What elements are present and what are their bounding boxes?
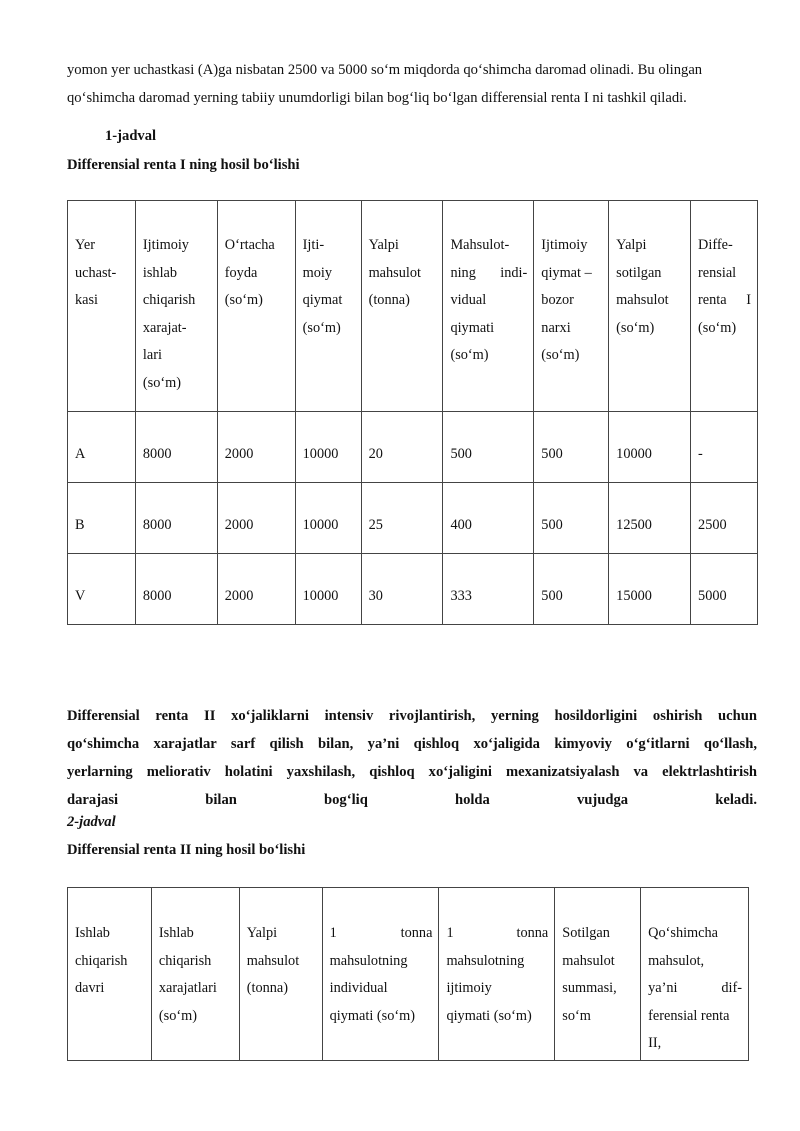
table1-header-cell: Yalpi sotilgan mahsulot (so‘m) <box>616 237 669 336</box>
table2-header-cell: Ishlab chiqarish davri <box>75 925 128 996</box>
table1-cell: 15000 <box>616 588 652 604</box>
table1-cell: 333 <box>450 588 472 604</box>
para2-line-3: yerlarning meliorativ holatini yaxshilash, qishloq xo‘jaligini mexanizatsiyalash va elektrlashtirish <box>67 764 757 780</box>
table1-cell: V <box>75 588 86 604</box>
table1-label: 1-jadval <box>105 128 157 144</box>
para2-line-4: darajasi bilan bog‘liq holda vujudga keladi. <box>67 792 757 808</box>
table2-header-cell: 1 tonna mahsulotning ijtimoiy qiymati (so‘m) <box>446 925 549 1024</box>
table1-cell: 500 <box>541 446 563 462</box>
table1-cell: 20 <box>368 446 383 462</box>
table1-header-cell: Ijtimoiy ishlab chiqarish xarajat- lari (so‘m) <box>142 237 196 391</box>
table1-cell: 8000 <box>142 446 172 462</box>
table1-cell: 30 <box>368 588 383 604</box>
table2-header-cell: 1 tonna mahsulotning individual qiymati (so‘m) <box>329 925 433 1024</box>
table-row <box>68 554 758 625</box>
table1-cell: 10000 <box>302 517 339 533</box>
table2-header-cell: Ishlab chiqarish xarajatlari (so‘m) <box>158 925 217 1024</box>
differential-rent-2-paragraph <box>67 702 757 814</box>
intro-paragraph <box>67 56 757 112</box>
table1-header-cell: Ijti- moiy qiymat (so‘m) <box>302 237 343 336</box>
table1-cell: 12500 <box>616 517 652 533</box>
table1-header-cell: Yer uchast- kasi <box>75 237 117 308</box>
table1-header-cell: Yalpi mahsulot (tonna) <box>368 237 421 308</box>
table1-cell: 2000 <box>224 517 254 533</box>
table1-cell: 8000 <box>142 588 172 604</box>
para2-line-1: Differensial renta II xo‘jaliklarni intensiv rivojlantirish, yerning hosildorligini oshirish uchun <box>67 708 757 724</box>
table1-cell: 25 <box>368 517 383 533</box>
table-differential-rent-1 <box>67 200 758 625</box>
intro-line-2: qo‘shimcha daromad yerning tabiiy unumdorligi bilan bog‘liq bo‘lgan differensial renta I ni tashkil qiladi. <box>67 90 687 106</box>
table2-header-cell: Qo‘shimcha mahsulot, ya’ni dif- ferensial renta II, <box>648 925 742 1051</box>
table1-header-cell: Diffe- rensial renta I (so‘m) <box>698 237 751 336</box>
table1-header-cell: Mahsulot- ning indi- vidual qiymati (so‘m) <box>450 237 528 363</box>
table1-cell: 10000 <box>616 446 652 462</box>
table1-cell: 2000 <box>224 446 254 462</box>
table-row <box>68 412 758 483</box>
table1-cell: 5000 <box>698 588 727 604</box>
table1-cell: 500 <box>541 588 563 604</box>
table2-header-cell: Sotilgan mahsulot summasi, so‘m <box>562 925 617 1024</box>
table1-cell: 500 <box>450 446 472 462</box>
table2-label: 2-jadval <box>67 814 116 830</box>
table1-cell: 500 <box>541 517 563 533</box>
table1-cell: 8000 <box>142 517 172 533</box>
table1-header-cell: Ijtimoiy qiymat – bozor narxi (so‘m) <box>541 237 592 363</box>
table1-cell: 2000 <box>224 588 254 604</box>
table1-title: Differensial renta I ning hosil bo‘lishi <box>67 157 300 173</box>
table1-header-cell: O‘rtacha foyda (so‘m) <box>224 237 275 308</box>
para2-line-2: qo‘shimcha xarajatlar sarf qilish bilan, ya’ni qishloq xo‘jaligida kimyoviy o‘g‘itlarni qo‘llash, <box>67 736 757 752</box>
table1-cell: - <box>698 446 703 462</box>
intro-line-1: yomon yer uchastkasi (A)ga nisbatan 2500 va 5000 so‘m miqdorda qo‘shimcha daromad olinadi. Bu olingan <box>67 62 703 78</box>
table1-header-row <box>68 201 758 412</box>
table1-cell: 10000 <box>302 588 339 604</box>
table2-title: Differensial renta II ning hosil bo‘lishi <box>67 842 306 858</box>
table-differential-rent-2 <box>67 887 749 1061</box>
table1-cell: B <box>75 517 85 533</box>
table2-header-row <box>68 888 749 1061</box>
table1-cell: 2500 <box>698 517 727 533</box>
table2-header-cell: Yalpi mahsulot (tonna) <box>246 925 300 996</box>
table1-cell: A <box>75 446 86 462</box>
table-row <box>68 483 758 554</box>
table1-cell: 400 <box>450 517 472 533</box>
table1-cell: 10000 <box>302 446 339 462</box>
